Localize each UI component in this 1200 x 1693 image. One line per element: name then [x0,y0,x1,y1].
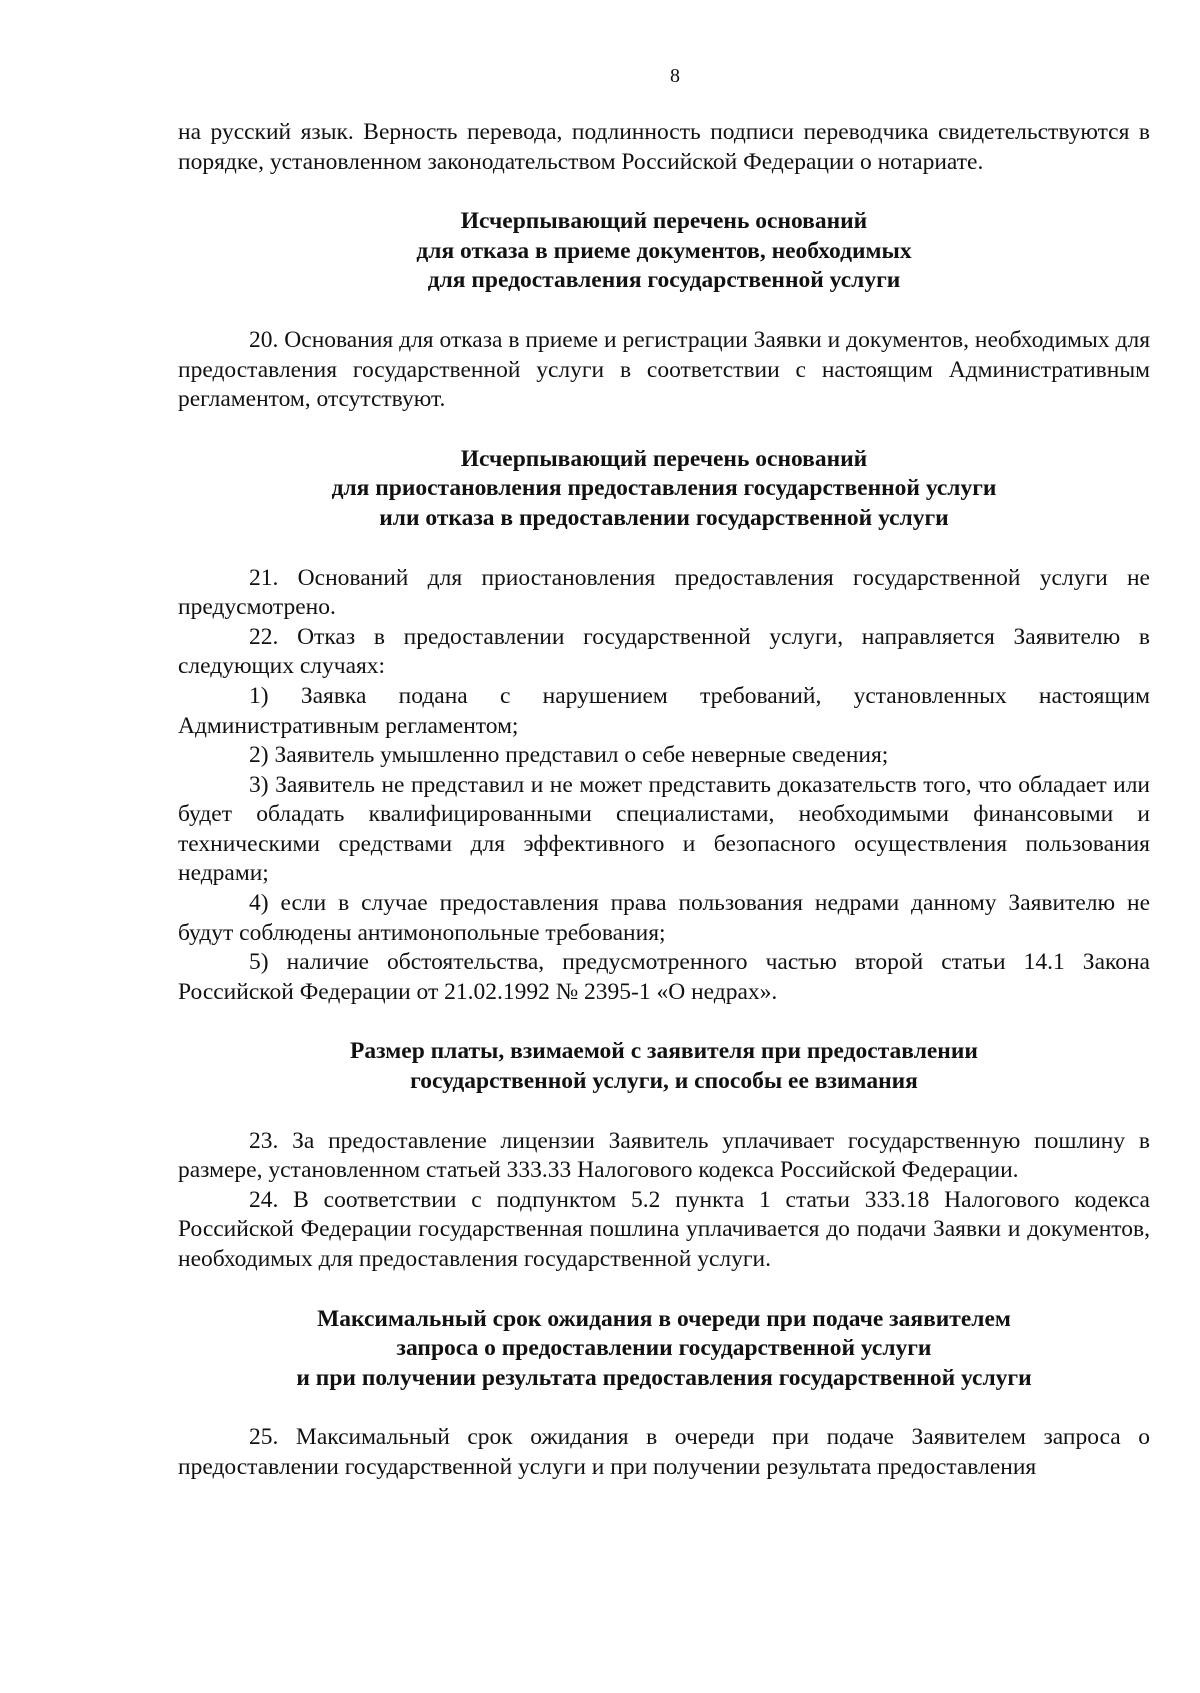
heading-line: и при получении результата предоставления государственной услуги [296,1364,1032,1391]
paragraph-22: 22. Отказ в предоставлении государственной услуги, направляется Заявителю в следующих случаях: [178,623,1150,680]
page-number: 8 [670,65,680,87]
list-item-22-5: 5) наличие обстоятельства, предусмотренного частью второй статьи 14.1 Закона Российской Федерации от 21.02.1992 № 2395-1 «О недрах». [178,949,1150,1005]
paragraph-23: 23. За предоставление лицензии Заявитель уплачивает государственную пошлину в размере, установленном статьей 333.33 Налогового кодекса Российской Федерации. [178,1127,1150,1184]
heading-line: или отказа в предоставлении государственной услуги [379,504,949,531]
heading-line: государственной услуги, и способы ее взимания [410,1068,918,1095]
heading-line: Исчерпывающий перечень оснований [460,208,868,235]
heading-line: для приостановления предоставления государственной услуги [331,475,997,502]
paragraph-20: 20. Основания для отказа в приеме и регистрации Заявки и документов, необходимых для предоставления государственной услуги в соответствии с настоящим Административным регламентом, отсутствуют. [178,326,1150,413]
heading-line: Максимальный срок ожидания в очереди при подаче заявителем [317,1305,1011,1332]
heading-line: запроса о предоставлении государственной услуги [396,1335,932,1362]
paragraph-21: 21. Оснований для приостановления предоставления государственной услуги не предусмотрено. [178,564,1150,621]
heading-line: для предоставления государственной услуги [427,267,901,294]
list-item-22-1: 1) Заявка подана с нарушением требований, установленных настоящим Административным регламентом; [178,682,1150,739]
section-heading-suspension-refusal [178,445,1150,534]
list-item-22-3: 3) Заявитель не представил и не может представить доказательств того, что обладает или будет обладать квалифицированными специалистами, необходимыми финансовыми и техническими средствами для эффективного и безопасного осуществления пользования недрами; [178,771,1150,887]
document-page [178,62,1150,1483]
list-item-22-2: 2) Заявитель умышленно представил о себе неверные сведения; [249,742,889,769]
section-heading-queue-time [178,1305,1150,1394]
list-item-22-4: 4) если в случае предоставления права пользования недрами данному Заявителю не будут соблюдены антимонопольные требования; [178,890,1150,946]
heading-line: Исчерпывающий перечень оснований [460,445,868,472]
intro-paragraph: на русский язык. Верность перевода, подлинность подписи переводчика свидетельствуются в порядке, установленном законодательством Российской Федерации о нотариате. [178,119,1150,175]
heading-line: Размер платы, взимаемой с заявителя при предоставлении [350,1038,978,1065]
section-heading-refusal-acceptance [178,207,1150,296]
heading-line: для отказа в приеме документов, необходимых [416,237,912,264]
paragraph-25: 25. Максимальный срок ожидания в очереди при подаче Заявителем запроса о предоставлении государственной услуги и при получении результата предоставления [178,1424,1150,1480]
paragraph-24: 24. В соответствии с подпунктом 5.2 пункта 1 статьи 333.18 Налогового кодекса Российской Федерации государственная пошлина уплачивается до подачи Заявки и документов, необходимых для предоставления государственной услуги. [178,1186,1150,1272]
section-heading-fee [178,1037,1150,1096]
